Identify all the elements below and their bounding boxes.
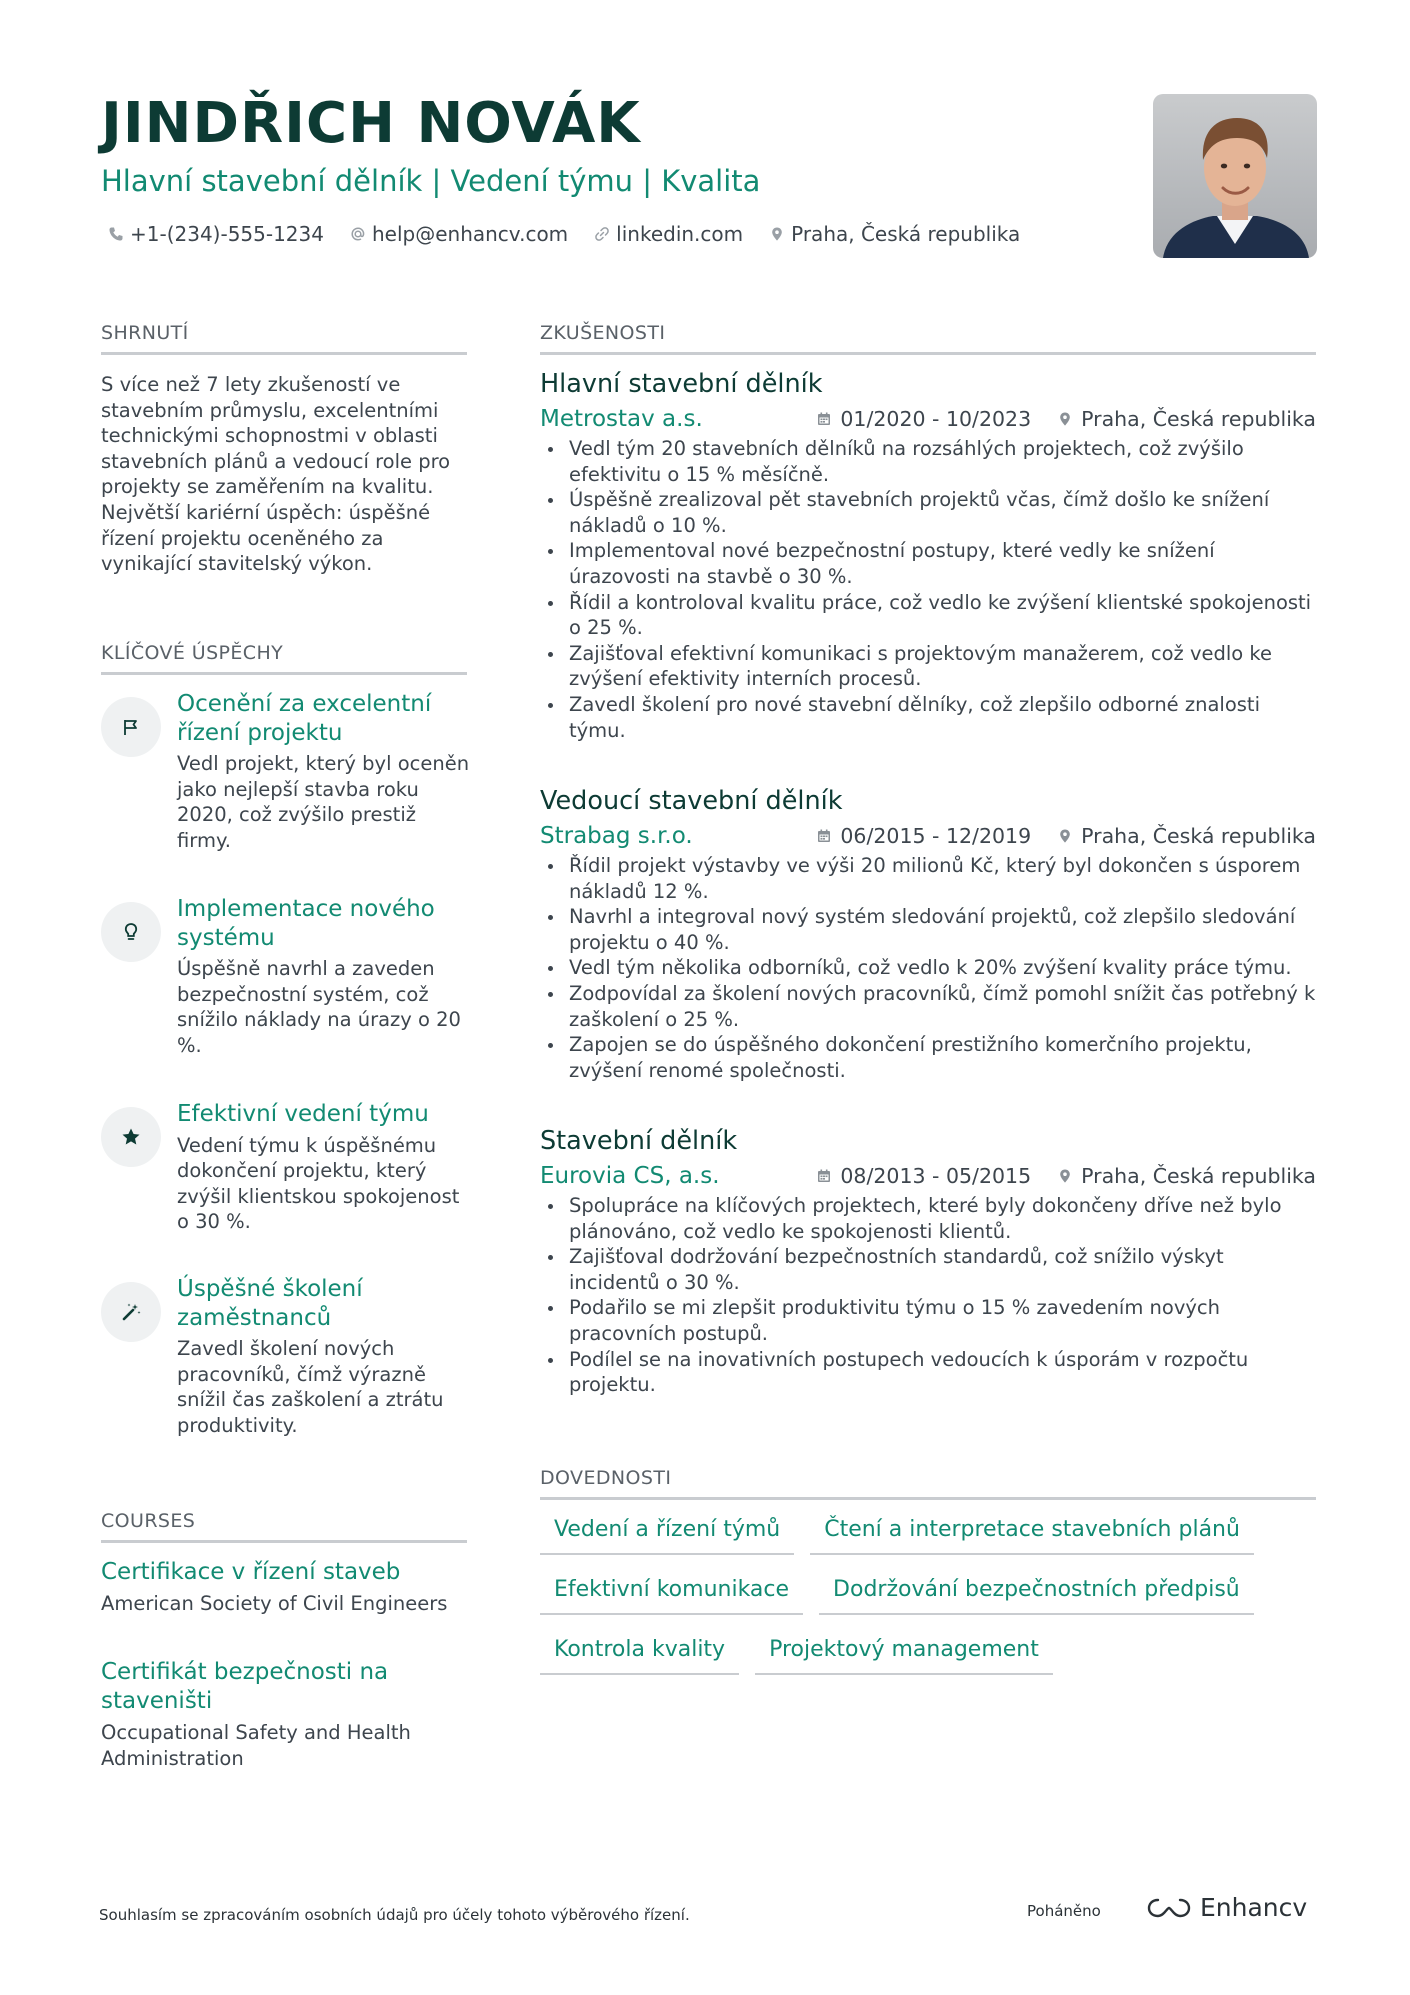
skill-tag: Projektový management <box>755 1635 1053 1675</box>
course-org: American Society of Civil Engineers <box>101 1592 448 1615</box>
phone-icon <box>108 226 124 242</box>
contact-list <box>108 219 1020 249</box>
powered-by-label: Poháněno <box>1027 1902 1101 1920</box>
job-title: Stavební dělník <box>540 1126 738 1156</box>
achievement-desc: Vedení týmu k úspěšnému dokončení projektu, který zvýšil klientskou spokojenost o 30 %. <box>177 1133 460 1234</box>
contact-phone <box>108 219 324 249</box>
at-icon <box>350 226 366 242</box>
job-bullet: Navrhl a integroval nový systém sledování projektů, což zlepšilo sledování projektu o 40 %. <box>540 904 1316 955</box>
candidate-name: JINDŘICH NOVÁK <box>101 91 641 156</box>
job-bullet: Spolupráce na klíčových projektech, které byly dokončeny dříve než bylo plánováno, což vedlo ke spokojenosti klientů. <box>540 1193 1316 1244</box>
calendar-icon <box>816 411 832 427</box>
job-location-text: Praha, Česká republika <box>1081 407 1316 431</box>
achievement-desc: Zavedl školení nových pracovníků, čímž výrazně snížil čas zaškolení a ztrátu produktivity. <box>177 1337 444 1437</box>
job-company: Eurovia CS, a.s. <box>540 1163 720 1189</box>
course-item <box>101 1558 471 1617</box>
job-title: Vedoucí stavební dělník <box>540 786 843 816</box>
achievement-title: Úspěšné školení zaměstnanců <box>177 1276 363 1331</box>
job-dates-text: 08/2013 - 05/2015 <box>840 1164 1032 1188</box>
skills-section-title: DOVEDNOSTI <box>540 1465 1316 1500</box>
job-location-text: Praha, Česká republika <box>1081 824 1316 848</box>
job-dates <box>816 407 1031 431</box>
achievement-item <box>101 895 471 1058</box>
skills-list <box>540 1515 1316 1695</box>
achievement-title: Ocenění za excelentní řízení projektu <box>177 691 432 746</box>
job-bullet: Zapojen se do úspěšného dokončení prestižního komerčního projektu, zvýšení renomé společnosti. <box>540 1032 1316 1083</box>
achievement-icon-circle <box>101 1282 161 1342</box>
achievement-title: Implementace nového systému <box>177 896 435 951</box>
calendar-icon <box>816 828 832 844</box>
enhancv-logo[interactable] <box>1146 1893 1307 1922</box>
achievement-item <box>101 690 471 853</box>
skill-tag: Čtení a interpretace stavebních plánů <box>810 1515 1254 1555</box>
job-bullet: Zajišťoval efektivní komunikaci s projektovým manažerem, což vedlo ke zvýšení efektivity interních procesů. <box>540 641 1316 692</box>
skill-tag: Efektivní komunikace <box>540 1575 803 1615</box>
job-bullets <box>540 436 1316 743</box>
job-location <box>1057 824 1316 848</box>
skill-tag: Dodržování bezpečnostních předpisů <box>819 1575 1254 1615</box>
course-item <box>101 1658 431 1771</box>
job-dates-text: 06/2015 - 12/2019 <box>840 824 1032 848</box>
contact-phone-text: +1-(234)-555-1234 <box>130 222 324 246</box>
achievement-desc: Vedl projekt, který byl oceněn jako nejlepší stavba roku 2020, což zvýšilo prestiž firmy. <box>177 752 470 852</box>
job-bullet: Podařilo se mi zlepšit produktivitu týmu o 15 % zavedením nových pracovních postupů. <box>540 1295 1316 1346</box>
courses-section-title: COURSES <box>101 1508 467 1543</box>
location-pin-icon <box>769 226 785 242</box>
job-location-text: Praha, Česká republika <box>1081 1164 1316 1188</box>
flag-icon <box>120 716 142 738</box>
contact-location <box>769 219 1020 249</box>
job-dates <box>816 824 1031 848</box>
lightbulb-icon <box>120 921 142 943</box>
link-icon <box>594 226 610 242</box>
achievement-icon-circle <box>101 697 161 757</box>
job-bullet: Vedl tým 20 stavebních dělníků na rozsáhlých projektech, což zvýšilo efektivitu o 15 % měsíčně. <box>540 436 1316 487</box>
achievement-desc: Úspěšně navrhl a zaveden bezpečnostní systém, což snížilo náklady na úrazy o 20 %. <box>177 957 461 1057</box>
job-bullet: Úspěšně zrealizoval pět stavebních projektů včas, čímž došlo ke snížení nákladů o 10 %. <box>540 487 1316 538</box>
job-bullet: Zavedl školení pro nové stavební dělníky, což zlepšilo odborné znalosti týmu. <box>540 692 1316 743</box>
contact-linkedin[interactable] <box>594 219 743 249</box>
achievement-item <box>101 1100 471 1235</box>
achievement-icon-circle <box>101 902 161 962</box>
achievement-title: Efektivní vedení týmu <box>177 1101 429 1127</box>
job-bullet: Zajišťoval dodržování bezpečnostních standardů, což snížilo výskyt incidentů o 30 %. <box>540 1244 1316 1295</box>
summary-text: S více než 7 lety zkušeností ve stavebním průmyslu, excelentními technickými schopnostmi v oblasti stavebních plánů a vedoucí role pro projekty se zaměřením na kvalitu. Největší kariérní úspěch: úspěšné řízení projektu oceněného za vynikající stavitelský výkon. <box>101 373 451 576</box>
job-title: Hlavní stavební dělník <box>540 369 823 399</box>
course-org: Occupational Safety and Health Administration <box>101 1721 411 1770</box>
contact-email[interactable] <box>350 219 568 249</box>
contact-email-text: help@enhancv.com <box>371 222 569 246</box>
job-location <box>1057 1164 1316 1188</box>
consent-text: Souhlasím se zpracováním osobních údajů pro účely tohoto výběrového řízení. <box>99 1906 690 1924</box>
location-pin-icon <box>1057 828 1073 844</box>
job-bullet: Řídil a kontroloval kvalitu práce, což vedlo ke zvýšení klientské spokojenosti o 25 %. <box>540 590 1316 641</box>
location-pin-icon <box>1057 411 1073 427</box>
job-bullets <box>540 1193 1316 1398</box>
skill-tag: Kontrola kvality <box>540 1635 739 1675</box>
contact-location-text: Praha, Česká republika <box>791 222 1021 246</box>
achievement-item <box>101 1275 471 1438</box>
location-pin-icon <box>1057 1168 1073 1184</box>
job-dates-text: 01/2020 - 10/2023 <box>840 407 1032 431</box>
contact-linkedin-text: linkedin.com <box>616 222 744 246</box>
job-entry <box>540 785 1316 1083</box>
job-company: Strabag s.r.o. <box>540 823 693 849</box>
achievement-icon-circle <box>101 1107 161 1167</box>
star-icon <box>120 1126 142 1148</box>
summary-section-title: SHRNUTÍ <box>101 320 467 355</box>
job-bullet: Zodpovídal za školení nových pracovníků, čímž pomohl snížit čas potřebný k zaškolení o 25 %. <box>540 981 1316 1032</box>
job-entry <box>540 368 1316 743</box>
job-bullets <box>540 853 1316 1083</box>
job-location <box>1057 407 1316 431</box>
job-dates <box>816 1164 1031 1188</box>
experience-section-title: ZKUŠENOSTI <box>540 320 1316 355</box>
job-bullet: Řídil projekt výstavby ve výši 20 milionů Kč, který byl dokončen s úsporem nákladů 12 %. <box>540 853 1316 904</box>
course-title: Certifikace v řízení staveb <box>101 1559 401 1585</box>
job-company: Metrostav a.s. <box>540 406 703 432</box>
course-title: Certifikát bezpečnosti na staveništi <box>101 1659 389 1714</box>
enhancv-logo-icon <box>1146 1896 1192 1920</box>
achievements-section-title: KLÍČOVÉ ÚSPĚCHY <box>101 640 467 675</box>
job-bullet: Podílel se na inovativních postupech vedoucích k úsporám v rozpočtu projektu. <box>540 1347 1316 1398</box>
profile-photo <box>1153 94 1317 258</box>
job-bullet: Vedl tým několika odborníků, což vedlo k 20% zvýšení kvality práce týmu. <box>540 955 1316 981</box>
job-bullet: Implementoval nové bezpečnostní postupy, které vedly ke snížení úrazovosti na stavbě o 30 %. <box>540 538 1316 589</box>
magic-wand-icon <box>120 1301 142 1323</box>
calendar-icon <box>816 1168 832 1184</box>
skill-tag: Vedení a řízení týmů <box>540 1515 794 1555</box>
enhancv-logo-text: Enhancv <box>1200 1893 1308 1922</box>
job-entry <box>540 1125 1316 1398</box>
candidate-headline: Hlavní stavební dělník | Vedení týmu | Kvalita <box>101 164 761 198</box>
